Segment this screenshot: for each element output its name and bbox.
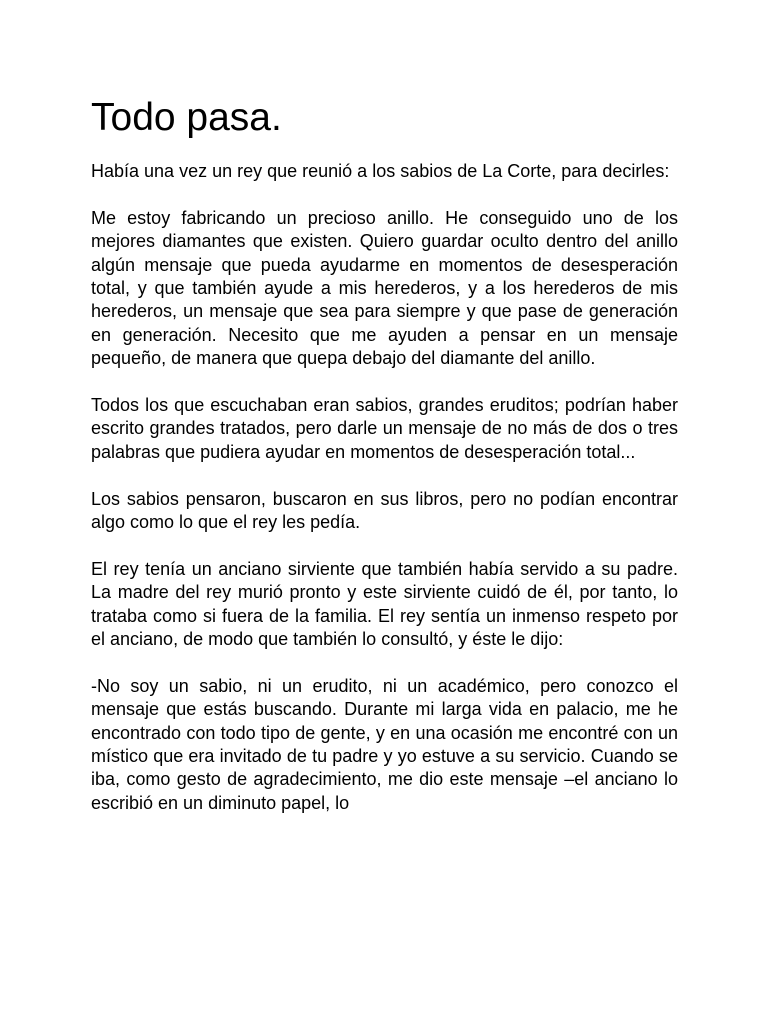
paragraph-old-servant: El rey tenía un anciano sirviente que también había servido a su padre. La madre del rey murió pronto y este sirviente cuidó de él, por tanto, lo trataba como si fuera de la familia. El rey sentía un inmenso respeto por el anciano, de modo que también lo consultó, y éste le dijo: <box>91 558 678 650</box>
paragraph-search: Los sabios pensaron, buscaron en sus libros, pero no podían encontrar algo como lo que el rey les pedía. <box>91 488 678 533</box>
paragraph-intro: Había una vez un rey que reunió a los sabios de La Corte, para decirles: <box>91 161 670 181</box>
document-title: Todo pasa. <box>91 96 282 139</box>
paragraph-sages: Todos los que escuchaban eran sabios, grandes eruditos; podrían haber escrito grandes tratados, pero darle un mensaje de no más de dos o tres palabras que pudiera ayudar en momentos de desesperación total... <box>91 395 678 462</box>
document-page <box>91 94 678 815</box>
paragraph-servant-reply: -No soy un sabio, ni un erudito, ni un académico, pero conozco el mensaje que estás buscando. Durante mi larga vida en palacio, me he encontrado con todo tipo de gente, y en una ocasión me encontré con un místico que era invitado de tu padre y yo estuve a su servicio. Cuando se iba, como gesto de agradecimiento, me dio este mensaje –el anciano lo escribió en un diminuto papel, lo <box>91 675 678 813</box>
paragraph-king-request: Me estoy fabricando un precioso anillo. He conseguido uno de los mejores diamantes que existen. Quiero guardar oculto dentro del anillo algún mensaje que pueda ayudarme en momentos de desesperación total, y que también ayude a mis herederos, y a los herederos de mis herederos, un mensaje que sea para siempre y que pase de generación en generación. Necesito que me ayuden a pensar en un mensaje pequeño, de manera que quepa debajo del diamante del anillo. <box>91 207 678 369</box>
